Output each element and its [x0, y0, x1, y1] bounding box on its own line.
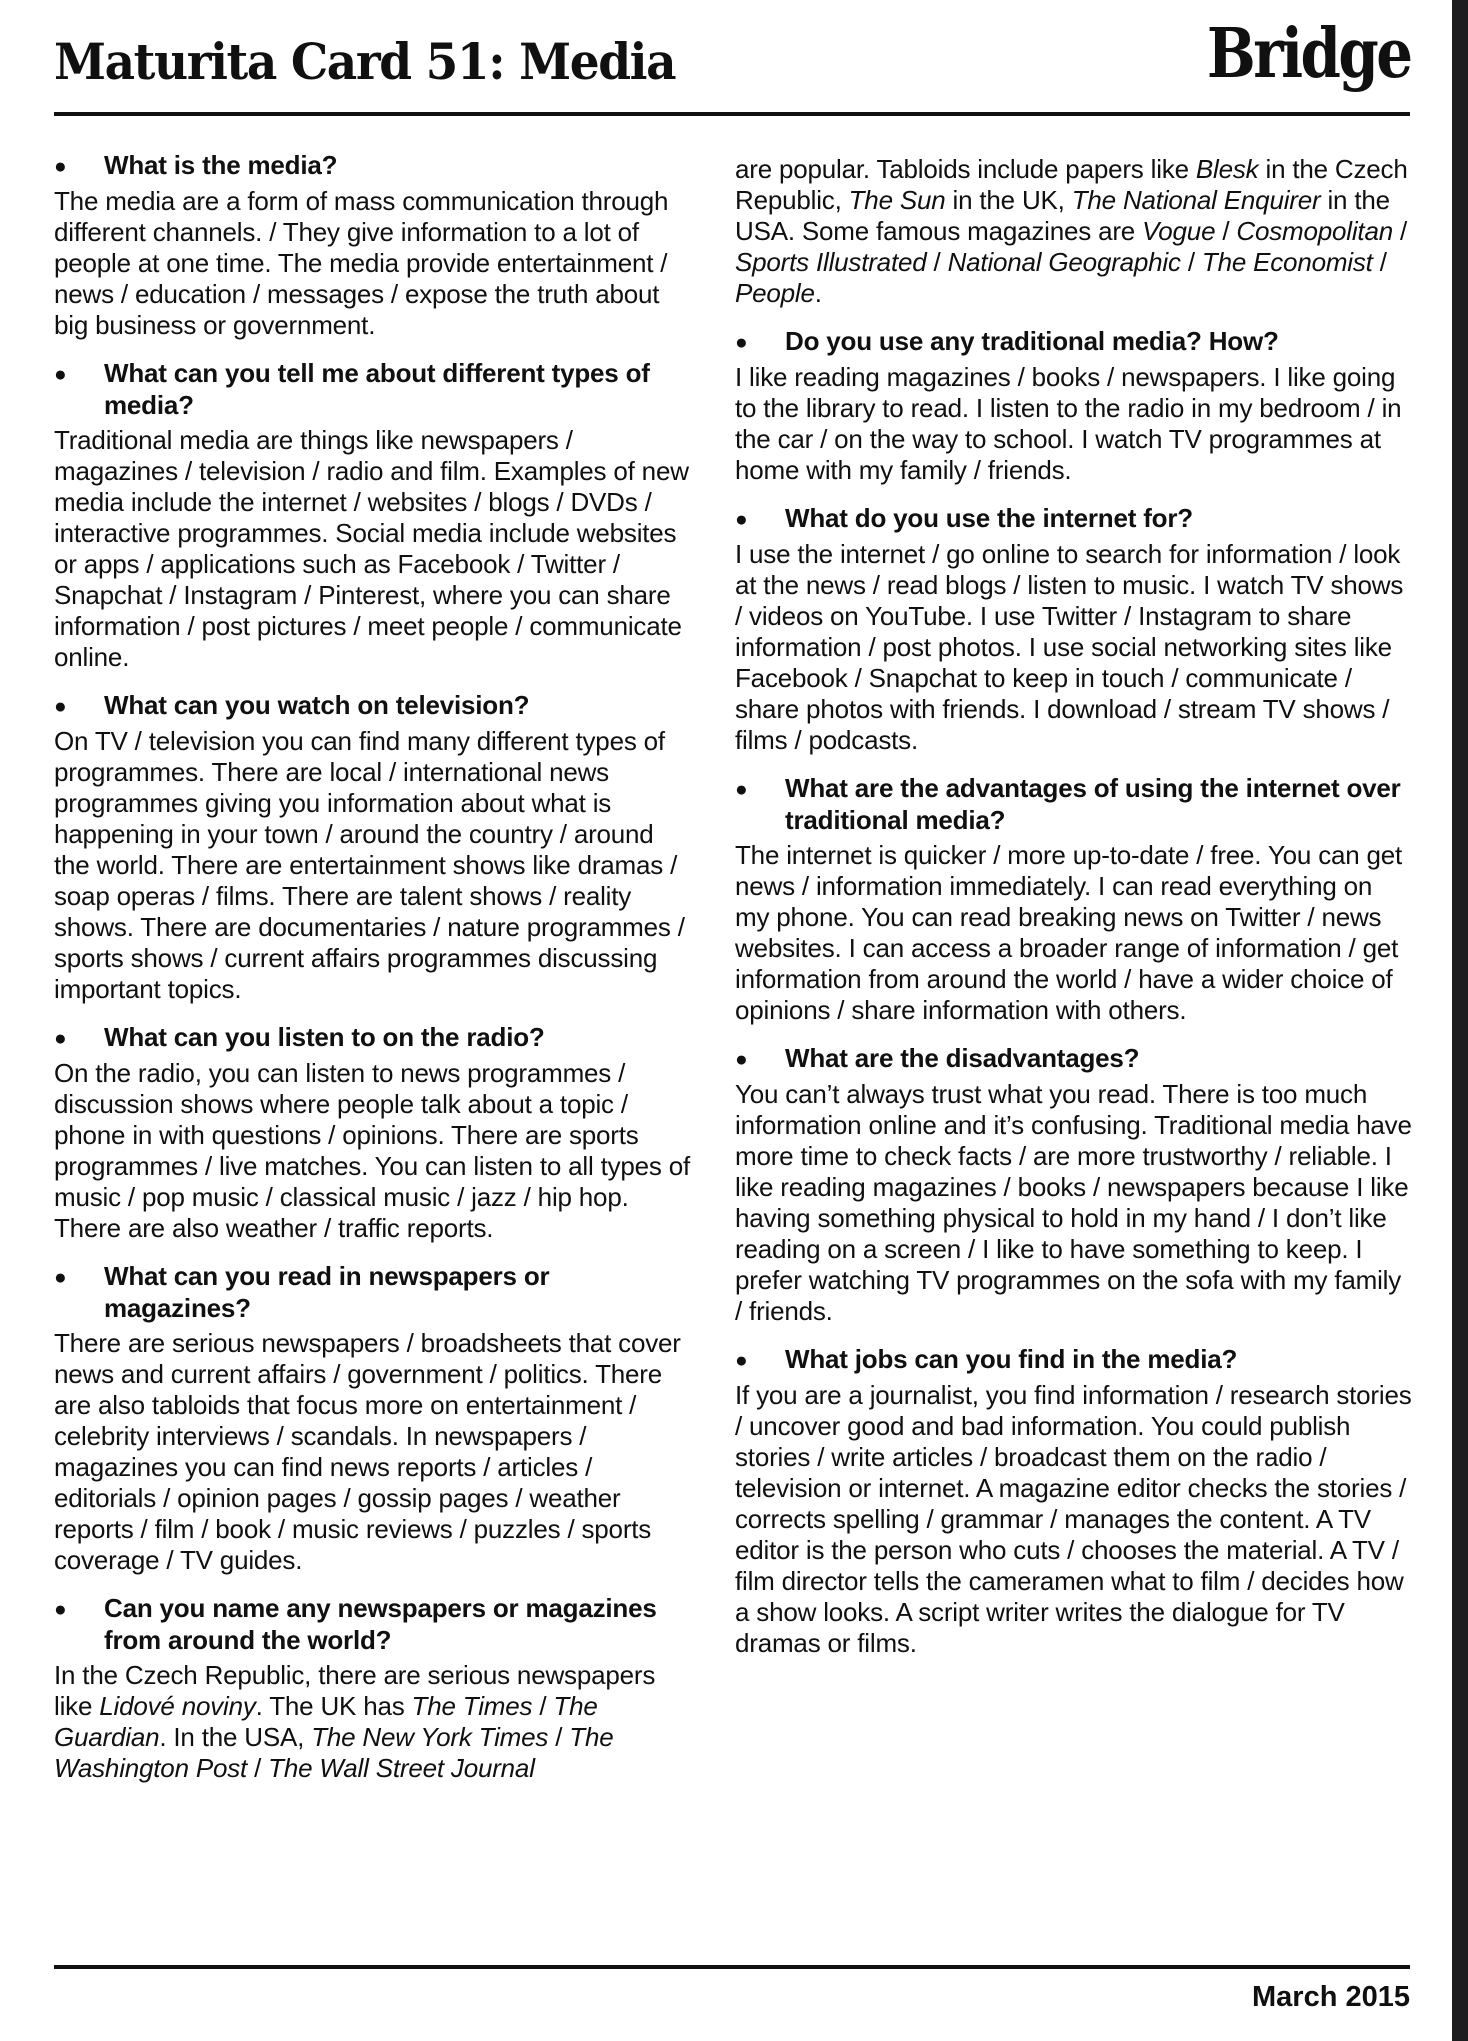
- question: [54, 1593, 696, 1656]
- italic-publication-name: The Economist: [1201, 247, 1373, 277]
- text-run: In the Czech Republic, there are serious newspapers like: [54, 1660, 656, 1721]
- question: [735, 773, 1412, 836]
- text-run: .: [814, 278, 822, 308]
- bullet-icon: ●: [54, 155, 67, 178]
- text-run: /: [548, 1722, 570, 1752]
- qa-section: [735, 1043, 1412, 1327]
- question-text: What are the disadvantages?: [785, 1043, 1140, 1073]
- question: [735, 326, 1412, 358]
- italic-publication-name: People: [735, 278, 815, 308]
- question: [54, 150, 696, 182]
- question-text: What can you read in newspapers or magazines?: [104, 1261, 550, 1323]
- answer-text: [735, 840, 1412, 1026]
- answer-text: [54, 425, 696, 673]
- qa-section: [54, 1593, 696, 1784]
- qa-section: [54, 1022, 696, 1244]
- bullet-icon: ●: [54, 363, 67, 386]
- text-run: are popular. Tabloids include papers like: [735, 154, 1196, 184]
- text-run: The internet is quicker / more up-to-date / free. You can get news / information immediately. I can read everything on my phone. You can read breaking news on Twitter / news websites. I can access a broader range of information / get information from around the world / have a wider choice of opinions / share information with others.: [735, 840, 1403, 1025]
- bullet-icon: ●: [54, 1598, 67, 1621]
- page-header: [54, 14, 1410, 94]
- qa-section: [735, 326, 1412, 486]
- bullet-icon: ●: [735, 778, 748, 801]
- bullet-icon: ●: [54, 695, 67, 718]
- footer-date: March 2015: [1252, 1981, 1410, 2013]
- bullet-icon: ●: [735, 1048, 748, 1071]
- answer-text: [735, 1079, 1412, 1327]
- header-rule: [54, 112, 1410, 116]
- qa-section: [735, 773, 1412, 1026]
- qa-section: [54, 690, 696, 1005]
- answer-text: [735, 362, 1412, 486]
- text-run: There are serious newspapers / broadsheets that cover news and current affairs / government / politics. There are also tabloids that focus more on entertainment / celebrity interviews / scandals. In newspapers / magazines you can find news reports / articles / editorials / opinion pages / gossip pages / weather reports / film / book / music reviews / puzzles / sports coverage / TV guides.: [54, 1328, 681, 1575]
- right-column: [735, 150, 1412, 1784]
- question: [54, 1261, 696, 1324]
- bullet-icon: ●: [54, 1027, 67, 1050]
- continuation-text: [735, 154, 1412, 309]
- question-text: Can you name any newspapers or magazines from around the world?: [104, 1593, 657, 1655]
- italic-publication-name: National Geographic: [947, 247, 1181, 277]
- answer-text: [54, 186, 696, 341]
- text-run: /: [1215, 216, 1237, 246]
- answer-text: [735, 1380, 1412, 1659]
- text-run: /: [1392, 216, 1408, 246]
- content-columns: [54, 150, 1412, 1784]
- text-run: You can’t always trust what you read. There is too much information online and it’s confusing. Traditional media have more time to check facts / are more trustworthy / reliable. I like reading magazines / books / newspapers because I like having something physical to hold in my hand / I don’t like reading on a screen / I like to have something to keep. I prefer watching TV programmes on the sofa with my family / friends.: [735, 1079, 1412, 1326]
- text-run: /: [1180, 247, 1202, 277]
- bullet-icon: ●: [54, 1266, 67, 1289]
- footer-rule: [54, 1965, 1410, 1969]
- qa-section: [54, 1261, 696, 1576]
- question-text: Do you use any traditional media? How?: [785, 326, 1279, 356]
- text-run: On the radio, you can listen to news programmes / discussion shows where people talk about a topic / phone in with questions / opinions. There are sports programmes / live matches. You can listen to all types of music / pop music / classical music / jazz / hip hop. There are also weather / traffic reports.: [54, 1058, 691, 1243]
- answer-text: [54, 1328, 696, 1576]
- italic-publication-name: Sports Illustrated: [735, 247, 927, 277]
- text-run: I use the internet / go online to search for information / look at the news / read blogs / listen to music. I watch TV shows / videos on YouTube. I use Twitter / Instagram to share information / post photos. I use social networking sites like Facebook / Snapchat to keep in touch / communicate / share photos with friends. I download / stream TV shows / films / podcasts.: [735, 539, 1404, 755]
- italic-publication-name: The National Enquirer: [1071, 185, 1321, 215]
- qa-section: [54, 150, 696, 341]
- answer-text: [54, 1660, 696, 1784]
- italic-publication-name: The Sun: [848, 185, 946, 215]
- answer-text: [54, 1058, 696, 1244]
- answer-text: [54, 726, 696, 1005]
- brand-logo: Bridge: [1206, 14, 1410, 94]
- question-text: What is the media?: [104, 150, 338, 180]
- question-text: What are the advantages of using the internet over traditional media?: [785, 773, 1401, 835]
- italic-publication-name: Vogue: [1142, 216, 1216, 246]
- text-run: in the Czech Republic,: [735, 154, 1408, 215]
- question-text: What can you tell me about different types of media?: [104, 358, 650, 420]
- text-run: /: [1372, 247, 1387, 277]
- question: [735, 503, 1412, 535]
- qa-section: [735, 154, 1412, 309]
- question: [735, 1344, 1412, 1376]
- italic-publication-name: Blesk: [1195, 154, 1259, 184]
- bullet-icon: ●: [735, 1349, 748, 1372]
- question: [735, 1043, 1412, 1075]
- italic-publication-name: Lidové noviny: [99, 1691, 256, 1721]
- text-run: On TV / television you can find many different types of programmes. There are local / international news programmes giving you information about what is happening in your town / around the country / around the world. There are entertainment shows like dramas / soap operas / films. There are talent shows / reality shows. There are documentaries / nature programmes / sports shows / current affairs programmes discussing important topics.: [54, 726, 685, 1004]
- text-run: Traditional media are things like newspapers / magazines / television / radio and film. Examples of new media include the internet / websites / blogs / DVDs / interactive programmes. Social media include websites or apps / applications such as Facebook / Twitter / Snapchat / Instagram / Pinterest, where you can share information / post pictures / meet people / communicate online.: [54, 425, 689, 672]
- text-run: in the USA. Some famous magazines are: [735, 185, 1390, 246]
- text-run: /: [926, 247, 948, 277]
- question-text: What can you watch on television?: [104, 690, 530, 720]
- qa-section: [735, 503, 1412, 756]
- text-run: The media are a form of mass communication through different channels. / They give information to a lot of people at one time. The media provide entertainment / news / education / messages / expose the truth about big business or government.: [54, 186, 669, 340]
- text-run: /: [532, 1691, 554, 1721]
- text-run: . The UK has: [255, 1691, 412, 1721]
- qa-section: [735, 1344, 1412, 1659]
- answer-text: [735, 539, 1412, 756]
- qa-section: [54, 358, 696, 673]
- italic-publication-name: Cosmopolitan: [1236, 216, 1393, 246]
- text-run: in the UK,: [945, 185, 1072, 215]
- text-run: . In the USA,: [159, 1722, 312, 1752]
- italic-publication-name: The Washington Post: [54, 1722, 614, 1783]
- page-title: Maturita Card 51: Media: [54, 31, 676, 91]
- question: [54, 690, 696, 722]
- italic-publication-name: The Wall Street Journal: [268, 1753, 535, 1783]
- question-text: What do you use the internet for?: [785, 503, 1193, 533]
- question: [54, 358, 696, 421]
- bullet-icon: ●: [735, 508, 748, 531]
- page-footer: [54, 1980, 1410, 2014]
- text-run: I like reading magazines / books / newspapers. I like going to the library to read. I listen to the radio in my bedroom / in the car / on the way to school. I watch TV programmes at home with my family / friends.: [735, 362, 1402, 485]
- bullet-icon: ●: [735, 331, 748, 354]
- text-run: /: [247, 1753, 269, 1783]
- scan-edge-strip: [1452, 0, 1468, 2041]
- question-text: What jobs can you find in the media?: [785, 1344, 1238, 1374]
- italic-publication-name: The Times: [411, 1691, 533, 1721]
- left-column: [54, 150, 696, 1784]
- text-run: If you are a journalist, you find information / research stories / uncover good and bad information. You could publish stories / write articles / broadcast them on the radio / television or internet. A magazine editor checks the stories / corrects spelling / grammar / manages the content. A TV editor is the person who cuts / chooses the material. A TV / film director tells the cameramen what to film / decides how a show looks. A script writer writes the dialogue for TV dramas or films.: [735, 1380, 1412, 1658]
- question: [54, 1022, 696, 1054]
- italic-publication-name: The New York Times: [311, 1722, 549, 1752]
- question-text: What can you listen to on the radio?: [104, 1022, 545, 1052]
- italic-publication-name: The Guardian: [54, 1691, 598, 1752]
